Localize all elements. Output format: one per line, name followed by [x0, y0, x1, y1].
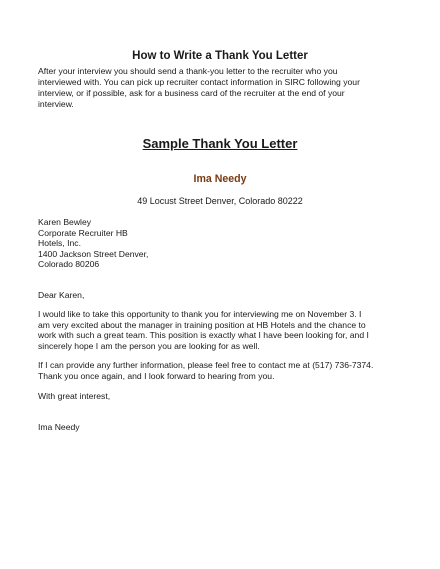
paragraph-line: am very excited about the manager in training position at HB Hotels and the chance to — [38, 319, 366, 330]
closing-text: With great interest, — [38, 391, 111, 401]
recipient-line: Corporate Recruiter HB — [38, 227, 128, 238]
paragraph-line: work with such a great team. This position is exactly what I have been looking for, and I — [38, 330, 369, 341]
intro-line: After your interview you should send a thank-you letter to the recruiter who you — [38, 66, 338, 76]
paragraph-line: If I can provide any further information, please feel free to contact me at (517) 736-7374. — [38, 360, 374, 370]
recipient-address — [38, 217, 148, 270]
intro-line: interview, or if possible, ask for a business card of the recruiter at the end of your — [38, 88, 345, 98]
paragraph-line: sincerely hope I am the person you are looking for as well. — [38, 340, 260, 351]
intro-paragraph — [38, 66, 408, 110]
sender-name: Ima Needy — [193, 173, 247, 185]
recipient-line: Hotels, Inc. — [38, 238, 81, 249]
recipient-line: Colorado 80206 — [38, 259, 100, 270]
sample-letter-heading: Sample Thank You Letter — [142, 136, 298, 151]
letter-paragraph-1 — [38, 309, 418, 351]
salutation — [38, 290, 418, 301]
intro-line: interviewed with. You can pick up recruiter contact information in SIRC following your — [38, 77, 360, 87]
paragraph-line: Thank you once again, and I look forward to hearing from you. — [38, 370, 275, 381]
document-title: How to Write a Thank You Letter — [132, 50, 308, 62]
intro-line: interview. — [38, 99, 74, 109]
sender-address: 49 Locust Street Denver, Colorado 80222 — [137, 196, 303, 206]
signature-text: Ima Needy — [38, 422, 80, 432]
closing — [38, 391, 418, 402]
paragraph-line: I would like to take this opportunity to thank you for interviewing me on November 3. I — [38, 309, 362, 319]
salutation-text: Dear Karen, — [38, 290, 85, 300]
letter-paragraph-2 — [38, 360, 418, 381]
recipient-line: 1400 Jackson Street Denver, — [38, 248, 149, 259]
signature — [38, 422, 418, 433]
recipient-line: Karen Bewley — [38, 217, 92, 227]
